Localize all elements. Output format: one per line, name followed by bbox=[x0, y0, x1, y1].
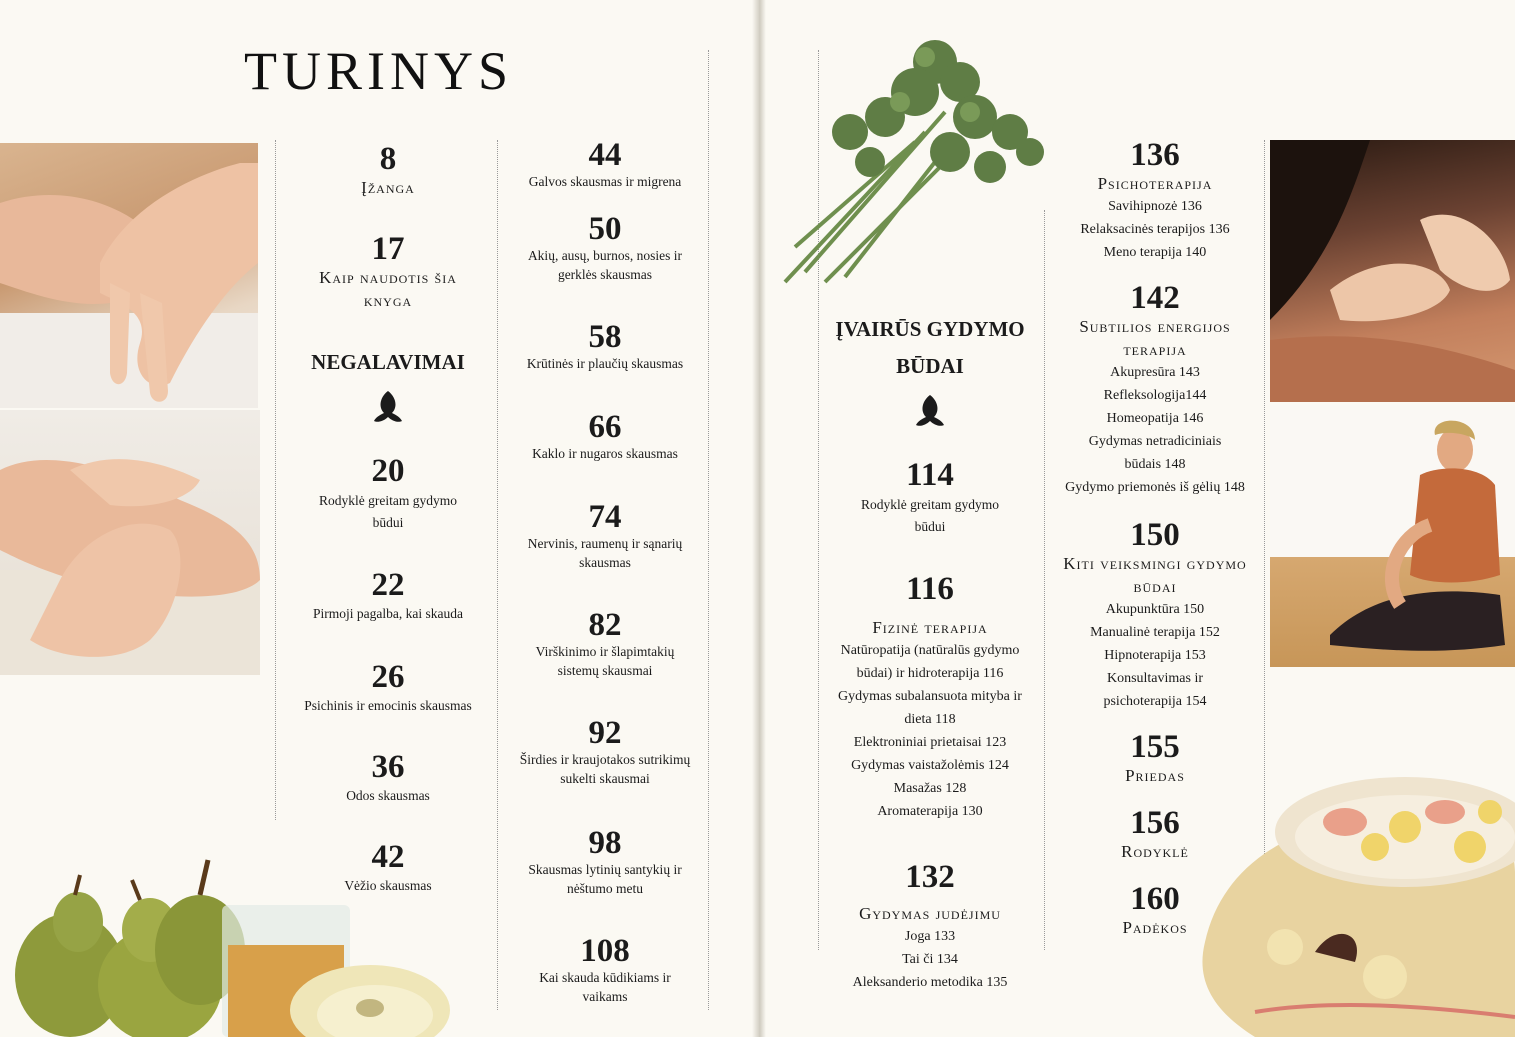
toc-entry[interactable] bbox=[288, 840, 488, 895]
page-number: 36 bbox=[371, 749, 405, 785]
page-number: 50 bbox=[588, 211, 622, 247]
foot-massage-photo bbox=[0, 410, 260, 675]
toc-entry[interactable] bbox=[288, 750, 488, 805]
entry-title: Kai skauda kūdikiams ir vaikams bbox=[539, 970, 671, 1004]
page-number: 42 bbox=[371, 839, 405, 875]
sub-entry[interactable]: Aromaterapija 130 bbox=[877, 804, 983, 819]
page-number: 142 bbox=[1130, 280, 1180, 316]
toc-entry[interactable] bbox=[1050, 138, 1260, 264]
page-number: 155 bbox=[1130, 729, 1180, 765]
page-number: 17 bbox=[371, 231, 405, 267]
ornament-icon bbox=[912, 391, 948, 431]
entry-title: Subtilios energijos terapija bbox=[1079, 317, 1231, 359]
toc-entry[interactable] bbox=[288, 232, 488, 312]
ornament-icon bbox=[370, 387, 406, 427]
page-number: 26 bbox=[371, 659, 405, 695]
entry-title: Odos skausmas bbox=[346, 788, 430, 803]
toc-entry[interactable] bbox=[820, 458, 1040, 538]
entry-title: Kaip naudotis šia knyga bbox=[319, 268, 457, 310]
toc-entry[interactable] bbox=[505, 320, 705, 373]
toc-entry[interactable] bbox=[288, 568, 488, 623]
toc-entry[interactable] bbox=[1050, 730, 1260, 787]
sub-entry[interactable]: Gydymas subalansuota mityba ir dieta 118 bbox=[838, 689, 1022, 727]
page-number: 136 bbox=[1130, 137, 1180, 173]
toc-column-2 bbox=[505, 0, 705, 1037]
sub-entry[interactable]: Gydymo priemonės iš gėlių 148 bbox=[1065, 480, 1245, 495]
page-number: 58 bbox=[588, 319, 622, 355]
entry-title: Nervinis, raumenų ir sąnarių skausmas bbox=[527, 536, 683, 570]
entry-title: Psichinis ir emocinis skausmas bbox=[304, 698, 472, 713]
sub-entry[interactable]: Relaksacinės terapijos 136 bbox=[1080, 222, 1230, 237]
entry-title: Rodyklė bbox=[1121, 842, 1189, 861]
sub-entry[interactable]: Joga 133 bbox=[904, 929, 956, 944]
sub-entry[interactable]: Akupunktūra 150 bbox=[1105, 602, 1205, 617]
page-number: 44 bbox=[588, 137, 622, 173]
sub-entry[interactable]: Meno terapija 140 bbox=[1103, 245, 1207, 260]
sub-entry[interactable]: Hipnoterapija 153 bbox=[1104, 648, 1206, 663]
toc-entry[interactable] bbox=[288, 454, 488, 534]
toc-entry[interactable] bbox=[505, 608, 705, 680]
page-number: 20 bbox=[371, 453, 405, 489]
toc-entry[interactable] bbox=[505, 212, 705, 284]
entry-title: Širdies ir kraujotakos sutrikimų sukelti skausmai bbox=[519, 752, 691, 786]
section-heading bbox=[820, 311, 1040, 431]
page-number: 66 bbox=[588, 409, 622, 445]
page-number: 132 bbox=[905, 859, 955, 895]
sub-entry[interactable]: Natūropatija (natūralūs gydymo būdai) ir hidroterapija 116 bbox=[840, 643, 1020, 681]
page-number: 8 bbox=[379, 141, 397, 177]
page-number: 22 bbox=[371, 567, 405, 603]
toc-entry[interactable] bbox=[505, 500, 705, 572]
entry-title: Skausmas lytinių santykių ir nėštumo metu bbox=[528, 862, 682, 896]
entry-title: Pirmoji pagalba, kai skauda bbox=[313, 606, 463, 621]
page-number: 116 bbox=[906, 571, 954, 607]
toc-column-1 bbox=[288, 0, 488, 1037]
toc-entry[interactable] bbox=[505, 826, 705, 898]
page-number: 108 bbox=[580, 933, 630, 969]
entry-title: Krūtinės ir plaučių skausmas bbox=[526, 356, 684, 371]
sub-entry[interactable]: Homeopatija 146 bbox=[1106, 411, 1204, 426]
column-divider bbox=[275, 140, 276, 820]
column-divider bbox=[497, 140, 498, 1010]
page-title: TURINYS bbox=[244, 41, 514, 101]
section-title: NEGALAVIMAI bbox=[311, 350, 465, 374]
sub-entry[interactable]: Elektroniniai prietaisai 123 bbox=[853, 735, 1007, 750]
book-gutter bbox=[752, 0, 766, 1037]
toc-entry[interactable] bbox=[505, 410, 705, 463]
sub-entry[interactable]: Tai či 134 bbox=[902, 952, 958, 967]
section-heading bbox=[288, 344, 488, 427]
toc-column-3 bbox=[820, 0, 1040, 1037]
section-title: ĮVAIRŪS GYDYMO BŪDAI bbox=[835, 317, 1025, 378]
entry-title: Kiti veiksmingi gydymo būdai bbox=[1063, 554, 1247, 596]
entry-title: Akių, ausų, burnos, nosies ir gerklės skausmas bbox=[527, 248, 683, 282]
entry-title: Gydymas judėjimu bbox=[859, 904, 1001, 923]
toc-entry[interactable] bbox=[1050, 281, 1260, 499]
entry-title: Fizinė terapija bbox=[872, 618, 988, 637]
toc-entry[interactable] bbox=[505, 138, 705, 191]
toc-entry[interactable] bbox=[1050, 518, 1260, 713]
entry-title: Priedas bbox=[1125, 766, 1185, 785]
toc-column-4 bbox=[1050, 0, 1260, 1037]
sub-entry[interactable]: Aleksanderio metodika 135 bbox=[852, 975, 1008, 990]
entry-title: Vėžio skausmas bbox=[344, 878, 432, 893]
sub-entry[interactable]: Savihipnozė 136 bbox=[1108, 199, 1202, 214]
sub-entry[interactable]: Konsultavimas ir psichoterapija 154 bbox=[1103, 671, 1207, 709]
entry-title: Galvos skausmas ir migrena bbox=[528, 174, 682, 189]
entry-title: Kaklo ir nugaros skausmas bbox=[532, 446, 678, 461]
entry-title: Virškinimo ir šlapimtakių sistemų skausmai bbox=[535, 644, 675, 678]
entry-title: Rodyklė greitam gydymo būdui bbox=[319, 493, 457, 530]
toc-entry[interactable] bbox=[1050, 882, 1260, 939]
page-number: 156 bbox=[1130, 805, 1180, 841]
page-number: 160 bbox=[1130, 881, 1180, 917]
sub-entry[interactable]: Gydymas netradiciniais būdais 148 bbox=[1088, 434, 1222, 472]
column-divider bbox=[708, 50, 709, 1010]
page-number: 98 bbox=[588, 825, 622, 861]
page-number: 92 bbox=[588, 715, 622, 751]
page-number: 74 bbox=[588, 499, 622, 535]
sub-entry[interactable]: Gydymas vaistažolėmis 124 bbox=[851, 758, 1009, 773]
entry-title: Rodyklė greitam gydymo būdui bbox=[861, 497, 999, 534]
page-number: 114 bbox=[906, 457, 954, 493]
entry-title: Įžanga bbox=[361, 178, 415, 197]
back-massage-photo bbox=[1270, 140, 1515, 402]
toc-entry[interactable] bbox=[288, 660, 488, 715]
toc-entry[interactable] bbox=[505, 934, 705, 1006]
page-number: 150 bbox=[1130, 517, 1180, 553]
hand-massage-photo bbox=[0, 143, 258, 408]
sub-entry[interactable]: Masažas 128 bbox=[893, 781, 967, 796]
toc-entry[interactable] bbox=[820, 572, 1040, 823]
page-number: 82 bbox=[588, 607, 622, 643]
sub-entry[interactable]: Akupresūra 143 bbox=[1110, 365, 1200, 380]
toc-entry[interactable] bbox=[505, 716, 705, 788]
sub-entry[interactable]: Manualinė terapija 152 bbox=[1090, 625, 1220, 640]
toc-entry[interactable] bbox=[820, 860, 1040, 994]
toc-entry[interactable] bbox=[288, 142, 488, 199]
entry-title: Padėkos bbox=[1122, 918, 1188, 937]
sub-entry[interactable]: Refleksologija144 bbox=[1103, 388, 1207, 403]
entry-title: Psichoterapija bbox=[1097, 174, 1213, 193]
toc-entry[interactable] bbox=[1050, 806, 1260, 863]
yoga-man-photo bbox=[1270, 405, 1515, 667]
